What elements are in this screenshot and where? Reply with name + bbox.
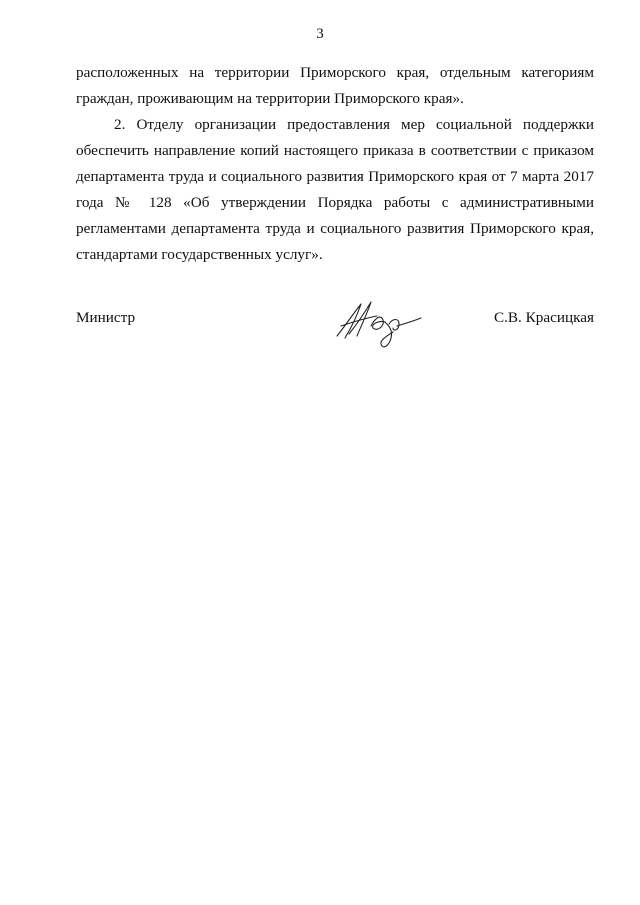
- paragraph-continuation: расположенных на территории Приморского края, отдельным категориям граждан, проживающим на территории Приморского края».: [76, 64, 594, 107]
- document-body: [76, 60, 594, 268]
- paragraph-item-2: 2. Отделу организации предоставления мер социальной поддержки обеспечить направление копий настоящего приказа в соответствии с приказом департамента труда и социального развития Приморского края от 7 марта 2017 года № 128 «Об утверждении Порядка работы с административными регламентами департамента труда и социального развития Приморского края, стандартами государственных услуг».: [76, 116, 594, 263]
- signer-name: С.В. Красицкая: [494, 309, 594, 326]
- handwritten-signature-icon: [331, 296, 431, 354]
- page-number: 3: [316, 26, 324, 42]
- signer-position: Министр: [76, 309, 136, 326]
- signature-block: [76, 296, 594, 356]
